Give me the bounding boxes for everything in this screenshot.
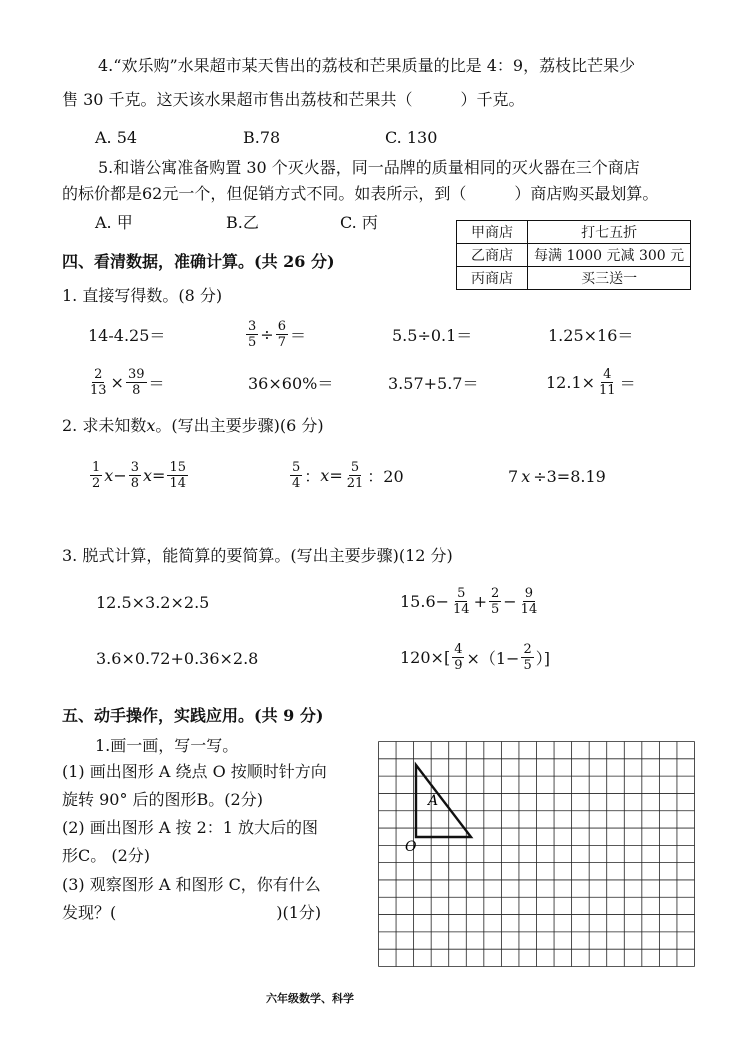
- part3-title: 3. 脱式计算，能简算的要简算。(写出主要步骤)(12 分): [62, 546, 453, 565]
- promo-table: [456, 220, 691, 290]
- label-o: O: [405, 839, 417, 855]
- calc3-d: 120×[ $\frac{4}{9}$ ×（1− $\frac{2}{5}$ ）]: [400, 641, 550, 673]
- calc-a: 14-4.25＝: [88, 325, 166, 345]
- calc-g: 3.57+5.7＝: [388, 373, 479, 393]
- part1-title: 1. 直接写得数。(8 分): [62, 286, 223, 305]
- shop-name: 乙商店: [457, 244, 528, 267]
- equation-3: 7 x ÷3=8.19: [508, 466, 606, 486]
- calc3-b: 15.6− $\frac{5}{14}$ + $\frac{2}{5}$ − $\frac{9}{14}$: [400, 585, 538, 617]
- q5-option-a: A. 甲: [95, 213, 133, 232]
- grid-lines: [379, 742, 695, 967]
- task3-line2: 发现？( )(1分): [62, 903, 322, 922]
- shop-name: 甲商店: [457, 221, 528, 244]
- shop-promo: 买三送一: [528, 267, 691, 290]
- table-row: [457, 267, 691, 290]
- equation-2: $\frac{5}{4}$ ： x = $\frac{5}{21}$ ：20: [292, 459, 404, 491]
- q5-line1: 5.和谐公寓准备购置 30 个灭火器，同一品牌的质量相同的灭火器在三个商店: [98, 158, 640, 177]
- q4-option-b: B.78: [243, 128, 281, 147]
- task2-line1: (2) 画出图形 A 按 2：1 放大后的图: [62, 818, 319, 837]
- section4-title: 四、看清数据，准确计算。(共 26 分): [62, 252, 335, 271]
- section5-title: 五、动手操作，实践应用。(共 9 分): [62, 706, 324, 725]
- q5-option-b: B.乙: [226, 213, 259, 232]
- table-row: [457, 244, 691, 267]
- task2-line2: 形C。 (2分): [62, 846, 150, 865]
- q4-option-c: C. 130: [385, 128, 438, 147]
- shop-promo: 每满 1000 元减 300 元: [528, 244, 691, 267]
- calc-d: 1.25×16＝: [548, 325, 634, 345]
- calc-f: 36×60%＝: [248, 373, 334, 393]
- q4-line1: 4.“欢乐购”水果超市某天售出的荔枝和芒果质量的比是 4：9，荔枝比芒果少: [98, 56, 636, 75]
- task3-line1: (3) 观察图形 A 和图形 C，你有什么: [62, 875, 321, 894]
- part2-title: 2. 求未知数x。(写出主要步骤)(6 分): [62, 416, 324, 435]
- footer: 六年级数学、科学: [266, 992, 354, 1005]
- drawing-grid[interactable]: [378, 741, 695, 967]
- calc3-c: 3.6×0.72+0.36×2.8: [96, 648, 259, 668]
- q5-line2: 的标价都是62元一个，但促销方式不同。如表所示，到（ ）商店购买最划算。: [62, 184, 659, 203]
- label-a: A: [428, 793, 439, 809]
- table-row: [457, 221, 691, 244]
- calc-e: $\frac{2}{13}$ × $\frac{39}{8}$ ＝: [90, 366, 165, 398]
- section5-sub: 1.画一画，写一写。: [95, 736, 239, 755]
- q4-option-a: A. 54: [95, 128, 138, 147]
- calc-c: 5.5÷0.1＝: [392, 325, 473, 345]
- grid-svg: [378, 741, 695, 967]
- calc-b: $\frac{3}{5}$ ÷ $\frac{6}{7}$ ＝: [248, 318, 306, 350]
- task1-line2: 旋转 90° 后的图形B。(2分): [62, 790, 263, 809]
- equation-1: $\frac{1}{2}$ x − $\frac{3}{8}$ x = $\frac{15}{14}$: [92, 459, 186, 491]
- shop-name: 丙商店: [457, 267, 528, 290]
- shop-promo: 打七五折: [528, 221, 691, 244]
- calc-h: 12.1× $\frac{4}{11}$ ＝: [546, 366, 636, 398]
- calc3-a: 12.5×3.2×2.5: [96, 592, 210, 612]
- q4-line2: 售 30 千克。这天该水果超市售出荔枝和芒果共（ ）千克。: [62, 90, 525, 109]
- q5-option-c: C. 丙: [340, 213, 378, 232]
- task1-line1: (1) 画出图形 A 绕点 O 按顺时针方向: [62, 762, 327, 781]
